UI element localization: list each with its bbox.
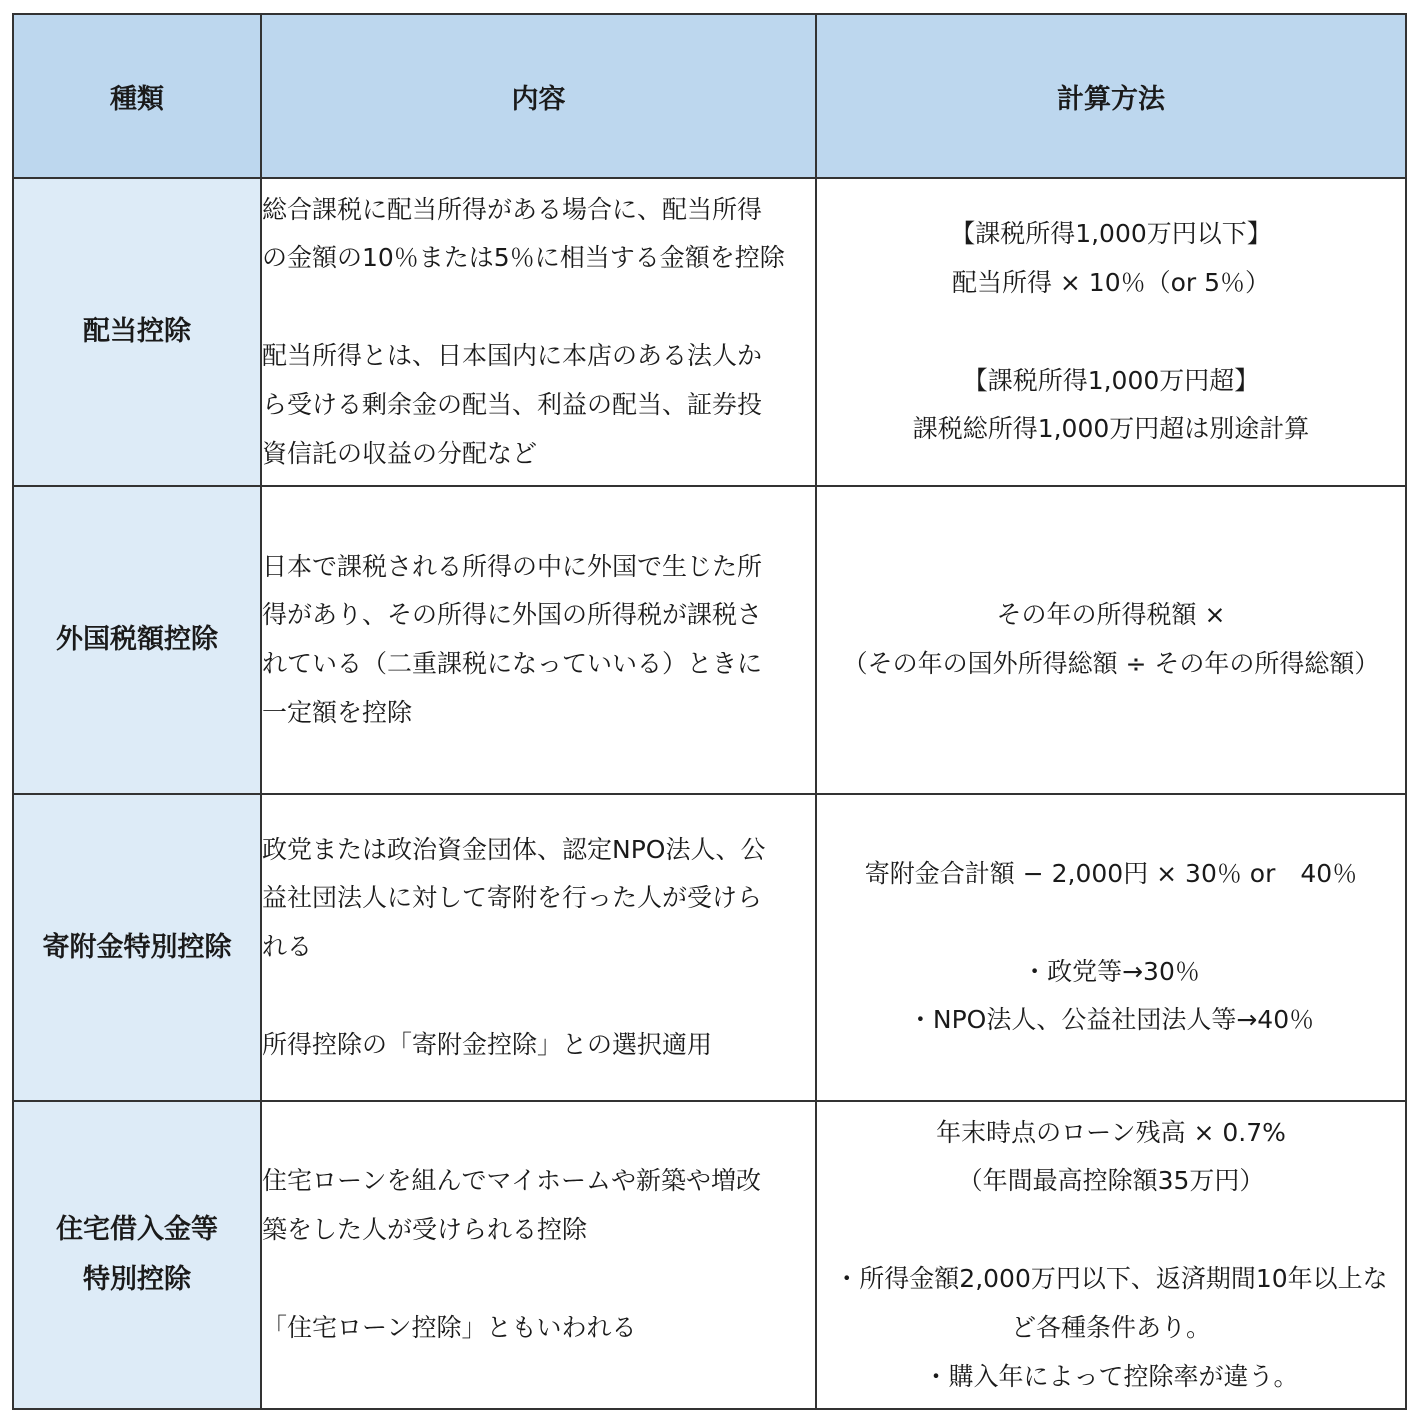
- content-line: 総合課税に配当所得がある場合に、配当所得: [262, 194, 763, 224]
- row-content: [261, 178, 816, 486]
- header-calc: 計算方法: [816, 14, 1406, 178]
- calc-line: ・所得金額2,000万円以下、返済期間10年以上な: [834, 1264, 1388, 1294]
- content-line: 「住宅ローン控除」ともいわれる: [262, 1312, 637, 1342]
- calc-line: 課税総所得1,000万円超は別途計算: [912, 414, 1310, 444]
- row-calc: [816, 794, 1406, 1101]
- row-content: [261, 794, 816, 1101]
- calc-line: 【課税所得1,000万円以下】: [950, 219, 1272, 248]
- table-row: [13, 794, 1406, 1101]
- tax-deduction-table: [12, 13, 1407, 1410]
- content-line: ら受ける剰余金の配当、利益の配当、証券投: [262, 389, 763, 419]
- header-kind: 種類: [13, 14, 261, 178]
- content-line: 配当所得とは、日本国内に本店のある法人か: [262, 341, 763, 371]
- content-line: れる: [262, 932, 313, 961]
- calc-line: ・購入年によって控除率が違う。: [923, 1361, 1299, 1391]
- calc-line: （年間最高控除額35万円）: [957, 1166, 1265, 1196]
- header-row: [13, 14, 1406, 178]
- row-kind: [13, 1101, 261, 1409]
- table-row: [13, 178, 1406, 486]
- kind-line: 住宅借入金等: [56, 1214, 218, 1246]
- content-line: 所得控除の「寄附金控除」との選択適用: [262, 1029, 713, 1059]
- row-kind: [13, 178, 261, 486]
- calc-line: （その年の国外所得総額 ÷ その年の所得総額）: [842, 649, 1380, 678]
- table-row: [13, 486, 1406, 794]
- content-line: 築をした人が受けられる控除: [262, 1215, 588, 1245]
- row-calc: [816, 486, 1406, 794]
- calc-line: 配当所得 × 10％（or 5％）: [951, 267, 1271, 297]
- calc-line: ・政党等→30％: [1022, 956, 1200, 986]
- calc-line: 寄附金合計額 − 2,000円 × 30％ or 40％: [864, 858, 1358, 888]
- row-content: [261, 486, 816, 794]
- kind-line: 外国税額控除: [56, 624, 218, 656]
- calc-line: 年末時点のローン残高 × 0.7%: [936, 1117, 1286, 1147]
- calc-line: ど各種条件あり。: [1010, 1312, 1211, 1342]
- kind-line: 配当控除: [83, 316, 191, 348]
- content-line: 政党または政治資金団体、認定NPO法人、公: [262, 834, 766, 864]
- content-line: れている（二重課税になっていいる）ときに: [262, 649, 763, 678]
- content-line: の金額の10％または5％に相当する金額を控除: [262, 243, 785, 273]
- row-kind: [13, 794, 261, 1101]
- row-content: [261, 1101, 816, 1409]
- content-line: 資信託の収益の分配など: [262, 438, 538, 468]
- content-line: 得があり、その所得に外国の所得税が課税さ: [262, 600, 763, 630]
- kind-line: 特別控除: [83, 1264, 191, 1295]
- header-content: 内容: [261, 14, 816, 178]
- calc-line: 【課税所得1,000万円超】: [962, 365, 1260, 395]
- table-row: [13, 1101, 1406, 1409]
- kind-line: 寄附金特別控除: [42, 931, 232, 963]
- content-line: 一定額を控除: [262, 697, 413, 727]
- row-kind: [13, 486, 261, 794]
- row-calc: [816, 1101, 1406, 1409]
- calc-line: ・NPO法人、公益社団法人等→40％: [907, 1005, 1315, 1035]
- content-line: 住宅ローンを組んでマイホームや新築や増改: [262, 1166, 762, 1196]
- calc-line: その年の所得税額 ×: [996, 600, 1226, 630]
- row-calc: [816, 178, 1406, 486]
- content-line: 益社団法人に対して寄附を行った人が受けら: [262, 883, 763, 913]
- content-line: 日本で課税される所得の中に外国で生じた所: [262, 551, 763, 581]
